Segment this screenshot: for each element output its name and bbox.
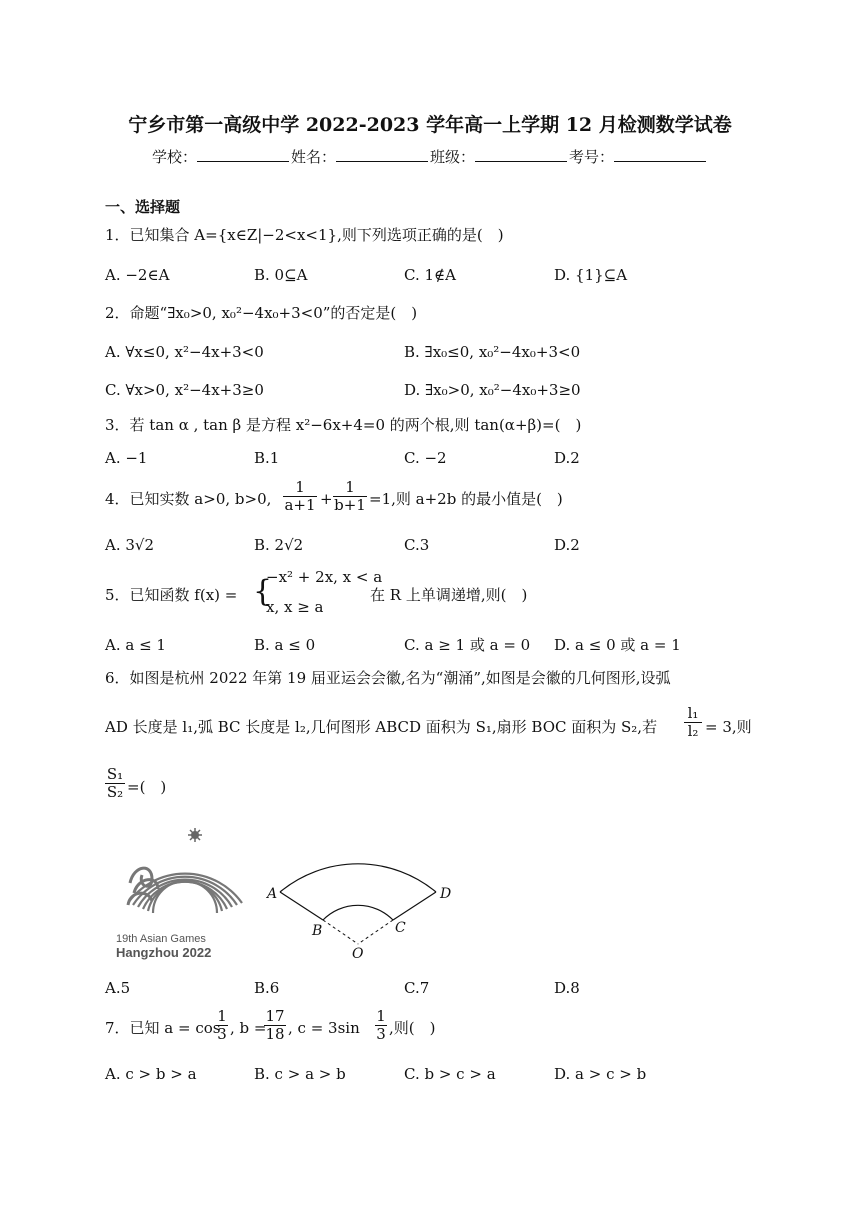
q7-fraction-a [216,1008,228,1043]
q7-fc-denominator: 3 [376,1025,386,1043]
dashed-bo [323,920,358,944]
q7-fa-denominator: 3 [217,1025,227,1043]
name-label: 姓名： [290,148,336,166]
q4-frac1-denominator: a+1 [284,496,316,514]
question-2-stem: 2．命题“∃x₀>0, x₀²−4x₀+3<0”的否定是( ) [105,304,418,322]
q4-fraction-1 [283,479,317,514]
q2-option-a[interactable]: A. ∀x≤0, x²−4x+3<0 [105,343,264,361]
question-6-line-2: AD 长度是 l₁,弧 BC 长度是 l₂,几何图形 ABCD 面积为 S₁,扇形 BOC 面积为 S₂,若 [105,718,658,736]
segment-dc [393,892,436,920]
q7-option-b[interactable]: B. c > a > b [254,1065,346,1083]
q6-ask-denominator: S₂ [106,783,124,801]
q5-case-1: −x² + 2x, x < a [266,568,383,586]
q5-brace: { [253,574,273,609]
section-heading: 一、选择题 [105,198,181,216]
name-blank[interactable] [336,147,428,162]
exam-number-label: 考号： [569,148,615,166]
q7-fa-numerator: 1 [217,1007,227,1025]
q7-fb-denominator: 18 [265,1025,285,1043]
q6-option-d[interactable]: D.8 [554,979,580,997]
question-5-stem-end: 在 R 上单调递增,则( ) [370,586,528,604]
q6-ratio-numerator: l₁ [684,705,702,723]
class-blank[interactable] [475,147,567,162]
q2-option-c[interactable]: C. ∀x>0, x²−4x+3≥0 [105,381,264,399]
q4-option-b[interactable]: B. 2√2 [254,536,304,554]
dashed-co [358,920,393,944]
asian-games-emblem-icon [100,825,250,935]
q4-option-c[interactable]: C.3 [404,536,430,554]
q7-fc-numerator: 1 [376,1007,386,1025]
question-7-stem-b: , b = [230,1019,267,1037]
q5-option-c[interactable]: C. a ≥ 1 或 a = 0 [404,636,531,654]
q4-frac2-denominator: b+1 [334,496,366,514]
q5-option-b[interactable]: B. a ≤ 0 [254,636,316,654]
q6-option-c[interactable]: C.7 [404,979,430,997]
question-6-line-1: 6．如图是杭州 2022 年第 19 届亚运会会徽,名为“潮涌”,如图是会徽的几何图形,设弧 [105,669,671,687]
q2-option-b[interactable]: B. ∃x₀≤0, x₀²−4x₀+3<0 [404,343,581,361]
q5-option-a[interactable]: A. a ≤ 1 [105,636,166,654]
arc-bc [323,905,393,920]
school-label: 学校： [151,148,197,166]
q7-option-c[interactable]: C. b > c > a [404,1065,496,1083]
point-label-o: O [352,946,364,962]
q6-option-b[interactable]: B.6 [254,979,280,997]
question-5-stem-start: 5．已知函数 f(x) = [105,586,238,604]
q3-option-a[interactable]: A. −1 [105,449,148,467]
q1-option-b[interactable]: B. 0⊆A [254,266,308,284]
point-label-a: A [267,886,278,902]
class-label: 班级： [430,148,476,166]
sector-diagram [262,822,462,962]
question-1-stem: 1．已知集合 A={x∈Z|−2<x<1},则下列选项正确的是( ) [105,226,504,244]
q5-case-2: x, x ≥ a [266,598,324,616]
q4-plus: + [320,490,333,508]
q4-frac2-numerator: 1 [333,479,367,497]
arc-ad [280,864,436,892]
q4-fraction-2 [333,479,367,514]
q7-fraction-c [375,1008,387,1043]
point-label-d: D [440,886,452,902]
student-info-line [0,147,860,167]
sector-figure [262,822,462,962]
q7-option-a[interactable]: A. c > b > a [105,1065,197,1083]
q6-option-a[interactable]: A.5 [105,979,131,997]
q6-ratio-value: = 3,则 [705,718,752,736]
school-blank[interactable] [197,147,289,162]
q4-option-a[interactable]: A. 3√2 [105,536,155,554]
segment-ab [280,892,323,920]
q6-ask-tail: =( ) [127,778,167,796]
question-3-stem: 3．若 tan α , tan β 是方程 x²−6x+4=0 的两个根,则 tan(α+β)=( ) [105,416,582,434]
q6-ratio-fraction [684,705,702,740]
exam-title: 宁乡市第一高级中学 2022-2023 学年高一上学期 12 月检测数学试卷 [128,114,732,136]
logo-caption-line-1: 19th Asian Games [116,933,206,945]
q7-fb-numerator: 17 [265,1007,285,1025]
exam-number-blank[interactable] [614,147,706,162]
q7-option-d[interactable]: D. a > c > b [554,1065,647,1083]
q7-fraction-b [264,1008,286,1043]
question-7-stem-start: 7．已知 a = cos [105,1019,221,1037]
q3-option-d[interactable]: D.2 [554,449,580,467]
question-7-stem-c: , c = 3sin [288,1019,360,1037]
q6-ask-numerator: S₁ [106,765,124,783]
point-label-b: B [312,923,323,939]
q6-ratio-denominator: l₂ [687,722,699,740]
q2-option-d[interactable]: D. ∃x₀>0, x₀²−4x₀+3≥0 [404,381,581,399]
q3-option-c[interactable]: C. −2 [404,449,447,467]
question-4-stem-end: =1,则 a+2b 的最小值是( ) [369,490,563,508]
question-4-stem-start: 4．已知实数 a>0, b>0, [105,490,272,508]
q1-option-d[interactable]: D. {1}⊆A [554,266,628,284]
q5-option-d[interactable]: D. a ≤ 0 或 a = 1 [554,636,681,654]
asian-games-logo [100,825,250,965]
q4-option-d[interactable]: D.2 [554,536,580,554]
point-label-c: C [395,920,406,936]
q4-frac1-numerator: 1 [283,479,317,497]
q1-option-c[interactable]: C. 1∉A [404,266,456,284]
q1-option-a[interactable]: A. −2∈A [105,266,170,284]
q6-ask-fraction [105,766,125,801]
question-7-stem-end: ,则( ) [389,1019,436,1037]
q3-option-b[interactable]: B.1 [254,449,280,467]
logo-caption-line-2: Hangzhou 2022 [116,945,212,960]
